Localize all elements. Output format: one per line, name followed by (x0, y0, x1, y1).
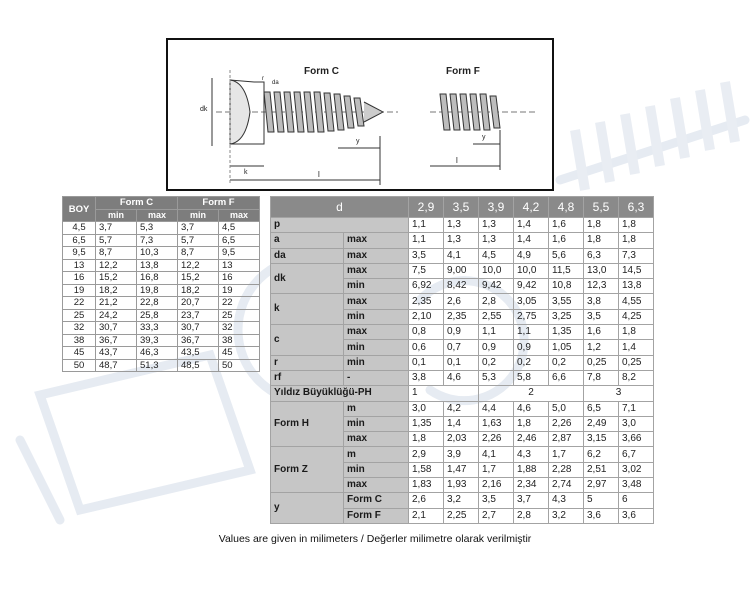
dim-dk: dk (200, 106, 208, 113)
screw-drawing (166, 38, 554, 191)
dimension-table (270, 196, 654, 524)
form-f-min-cell: 20,7 (178, 297, 219, 310)
row-sub-label: max (344, 325, 409, 340)
row-sub-label: min (344, 462, 409, 477)
form-c-label: Form C (304, 66, 339, 77)
row-sub-label: min (344, 309, 409, 324)
row-sub-label: min (344, 340, 409, 355)
value-cell: 7,8 (584, 370, 619, 385)
form-f-min-cell: 23,7 (178, 309, 219, 322)
value-cell: 0,9 (479, 340, 514, 355)
form-f-min-cell: 48,5 (178, 359, 219, 372)
value-cell: 3,8 (409, 370, 444, 385)
row-sub-label: Form F (344, 508, 409, 523)
value-cell: 1,35 (549, 325, 584, 340)
form-c-max-cell: 10,3 (137, 247, 178, 260)
row-sub-label: min (344, 355, 409, 370)
value-cell: 3,2 (549, 508, 584, 523)
form-f-max-cell: 19 (219, 284, 260, 297)
value-cell: 2,97 (584, 478, 619, 493)
header-size: 6,3 (619, 197, 654, 218)
value-cell: 2,8 (514, 508, 549, 523)
table-row (271, 370, 654, 385)
value-cell: 1,1 (409, 233, 444, 248)
boy-cell: 16 (63, 272, 96, 285)
row-label-r: r (271, 355, 344, 370)
form-c-min-cell: 18,2 (96, 284, 137, 297)
form-f-min-cell: 3,7 (178, 222, 219, 235)
value-cell: 0,2 (514, 355, 549, 370)
form-f-min-cell: 30,7 (178, 322, 219, 335)
dim-l-form-f: l (456, 156, 458, 165)
row-label-p: p (271, 218, 409, 233)
value-cell: 1,8 (584, 233, 619, 248)
value-cell: 0,2 (479, 355, 514, 370)
value-cell: 2,35 (409, 294, 444, 309)
value-cell: 8,42 (444, 279, 479, 294)
value-cell: 10,0 (514, 263, 549, 278)
dim-y-form-f: y (482, 134, 486, 141)
form-c-max-cell: 25,8 (137, 309, 178, 322)
form-c-max-cell: 33,3 (137, 322, 178, 335)
value-cell: 0,25 (584, 355, 619, 370)
form-c-min-cell: 48,7 (96, 359, 137, 372)
value-cell: 13,0 (584, 263, 619, 278)
header-size: 4,8 (549, 197, 584, 218)
form-f-max-cell: 4,5 (219, 222, 260, 235)
table-row (63, 334, 260, 347)
value-cell: 7,3 (619, 248, 654, 263)
value-cell: 1,4 (619, 340, 654, 355)
value-cell: 1,4 (444, 416, 479, 431)
value-cell: 1,58 (409, 462, 444, 477)
value-cell: 10,8 (549, 279, 584, 294)
screw-diagram (168, 40, 554, 191)
value-cell: 4,3 (549, 493, 584, 508)
form-c-max-cell: 46,3 (137, 347, 178, 360)
value-cell: 2,28 (549, 462, 584, 477)
value-cell: 2,87 (549, 432, 584, 447)
value-cell: 4,5 (479, 248, 514, 263)
value-cell: 4,9 (514, 248, 549, 263)
table-row (63, 347, 260, 360)
value-cell: 4,1 (479, 447, 514, 462)
table-row (63, 359, 260, 372)
row-sub-label: m (344, 401, 409, 416)
form-c-max-cell: 51,3 (137, 359, 178, 372)
value-cell: 2,10 (409, 309, 444, 324)
header-size: 3,5 (444, 197, 479, 218)
value-cell: 0,9 (444, 325, 479, 340)
value-cell: 1,63 (479, 416, 514, 431)
value-cell: 3,02 (619, 462, 654, 477)
row-sub-label: max (344, 233, 409, 248)
dimension-table-body (271, 218, 654, 524)
value-cell: 3,55 (549, 294, 584, 309)
value-cell: 4,1 (444, 248, 479, 263)
value-cell: 4,2 (444, 401, 479, 416)
form-c-max-cell: 16,8 (137, 272, 178, 285)
form-f-max-cell: 13 (219, 259, 260, 272)
value-cell: 5 (584, 493, 619, 508)
form-f-max-cell: 25 (219, 309, 260, 322)
value-cell: 1,3 (479, 218, 514, 233)
boy-cell: 50 (63, 359, 96, 372)
form-c-min-cell: 12,2 (96, 259, 137, 272)
value-cell: 3,6 (619, 508, 654, 523)
value-cell: 2,25 (444, 508, 479, 523)
value-cell: 1,1 (409, 218, 444, 233)
form-c-min-cell: 5,7 (96, 234, 137, 247)
form-c-max-cell: 22,8 (137, 297, 178, 310)
value-cell: 6,92 (409, 279, 444, 294)
value-cell: 1,88 (514, 462, 549, 477)
value-cell: 1,8 (619, 218, 654, 233)
table-row (271, 325, 654, 340)
value-cell: 1,3 (479, 233, 514, 248)
row-sub-label: max (344, 432, 409, 447)
form-f-max-cell: 16 (219, 272, 260, 285)
value-cell: 7,5 (409, 263, 444, 278)
row-label-a: a (271, 233, 344, 248)
value-cell: 0,6 (409, 340, 444, 355)
boy-cell: 4,5 (63, 222, 96, 235)
value-cell: 0,7 (444, 340, 479, 355)
value-cell: 1,8 (409, 432, 444, 447)
dim-y: y (356, 138, 360, 145)
row-sub-label: min (344, 416, 409, 431)
value-cell: 4,6 (444, 370, 479, 385)
table-row (271, 447, 654, 462)
value-cell: 0,8 (409, 325, 444, 340)
form-f-label: Form F (446, 66, 480, 77)
value-cell: 1,1 (514, 325, 549, 340)
value-cell: 1,93 (444, 478, 479, 493)
table-row (63, 234, 260, 247)
form-c-min-cell: 21,2 (96, 297, 137, 310)
value-cell: 1,8 (514, 416, 549, 431)
form-c-max-cell: 7,3 (137, 234, 178, 247)
form-c-min-cell: 8,7 (96, 247, 137, 260)
value-cell: 9,00 (444, 263, 479, 278)
value-cell: 3,15 (584, 432, 619, 447)
header-size: 2,9 (409, 197, 444, 218)
table-row (271, 493, 654, 508)
table-row (271, 248, 654, 263)
value-cell: 1,6 (549, 218, 584, 233)
form-f-min-cell: 8,7 (178, 247, 219, 260)
ph-group-1: 1 (409, 386, 479, 401)
value-cell: 2,8 (479, 294, 514, 309)
value-cell: 5,3 (479, 370, 514, 385)
boy-cell: 38 (63, 334, 96, 347)
header-boy: BOY (63, 197, 96, 222)
value-cell: 3,05 (514, 294, 549, 309)
value-cell: 2,6 (444, 294, 479, 309)
form-c-max-cell: 39,3 (137, 334, 178, 347)
form-c-min-cell: 24,2 (96, 309, 137, 322)
ph-group-3: 3 (584, 386, 654, 401)
value-cell: 0,2 (549, 355, 584, 370)
value-cell: 2,03 (444, 432, 479, 447)
table-row (63, 297, 260, 310)
form-c-max-cell: 13,8 (137, 259, 178, 272)
value-cell: 3,5 (584, 309, 619, 324)
table-row (63, 222, 260, 235)
boy-cell: 25 (63, 309, 96, 322)
value-cell: 2,7 (479, 508, 514, 523)
value-cell: 1,2 (584, 340, 619, 355)
form-f-min-cell: 43,5 (178, 347, 219, 360)
form-f-min-cell: 15,2 (178, 272, 219, 285)
row-label-c: c (271, 325, 344, 356)
dim-da: da (272, 80, 279, 86)
row-sub-label: m (344, 447, 409, 462)
value-cell: 0,9 (514, 340, 549, 355)
table-row (63, 247, 260, 260)
row-label-da: da (271, 248, 344, 263)
value-cell: 0,1 (409, 355, 444, 370)
value-cell: 5,0 (549, 401, 584, 416)
units-caption: Values are given in milimeters / Değerler milimetre olarak verilmiştir (218, 533, 532, 545)
value-cell: 3,66 (619, 432, 654, 447)
value-cell: 1,7 (549, 447, 584, 462)
value-cell: 1,4 (514, 218, 549, 233)
value-cell: 6 (619, 493, 654, 508)
value-cell: 4,3 (514, 447, 549, 462)
value-cell: 2,16 (479, 478, 514, 493)
boy-cell: 19 (63, 284, 96, 297)
header-form-c: Form C (96, 197, 178, 210)
value-cell: 1,05 (549, 340, 584, 355)
row-label-form-z: Form Z (271, 447, 344, 493)
table-row (63, 284, 260, 297)
value-cell: 1,4 (514, 233, 549, 248)
header-max: max (137, 209, 178, 222)
value-cell: 2,46 (514, 432, 549, 447)
table-row (271, 218, 654, 233)
row-sub-label: Form C (344, 493, 409, 508)
value-cell: 1,47 (444, 462, 479, 477)
value-cell: 3,8 (584, 294, 619, 309)
value-cell: 2,49 (584, 416, 619, 431)
header-form-f: Form F (178, 197, 260, 210)
value-cell: 2,9 (409, 447, 444, 462)
header-min: min (96, 209, 137, 222)
row-label-dk: dk (271, 263, 344, 294)
form-f-max-cell: 38 (219, 334, 260, 347)
value-cell: 6,6 (549, 370, 584, 385)
value-cell: 3,5 (409, 248, 444, 263)
row-sub-label: max (344, 294, 409, 309)
dim-l: l (318, 170, 320, 179)
value-cell: 4,4 (479, 401, 514, 416)
value-cell: 6,2 (584, 447, 619, 462)
row-label-rf: rf (271, 370, 344, 385)
header-size: 3,9 (479, 197, 514, 218)
value-cell: 3,5 (479, 493, 514, 508)
form-f-min-cell: 18,2 (178, 284, 219, 297)
row-label-ph: Yıldız Büyüklüğü-PH (271, 386, 409, 401)
dim-k: k (244, 169, 248, 176)
value-cell: 3,7 (514, 493, 549, 508)
value-cell: 1,83 (409, 478, 444, 493)
boy-cell: 13 (63, 259, 96, 272)
value-cell: 3,48 (619, 478, 654, 493)
value-cell: 3,9 (444, 447, 479, 462)
table-row (271, 386, 654, 401)
boy-cell: 9,5 (63, 247, 96, 260)
header-d: d (271, 197, 409, 218)
value-cell: 1,7 (479, 462, 514, 477)
form-c-min-cell: 30,7 (96, 322, 137, 335)
header-size: 5,5 (584, 197, 619, 218)
form-c-min-cell: 15,2 (96, 272, 137, 285)
table-row (271, 263, 654, 278)
row-label-form-h: Form H (271, 401, 344, 447)
length-table (62, 196, 260, 372)
form-f-max-cell: 32 (219, 322, 260, 335)
value-cell: 1,1 (479, 325, 514, 340)
header-min: min (178, 209, 219, 222)
value-cell: 10,0 (479, 263, 514, 278)
value-cell: 5,6 (549, 248, 584, 263)
value-cell: 3,2 (444, 493, 479, 508)
form-f-max-cell: 6,5 (219, 234, 260, 247)
row-sub-label: max (344, 248, 409, 263)
value-cell: 11,5 (549, 263, 584, 278)
value-cell: 2,51 (584, 462, 619, 477)
boy-cell: 6,5 (63, 234, 96, 247)
value-cell: 1,6 (584, 325, 619, 340)
form-f-max-cell: 50 (219, 359, 260, 372)
ph-group-2: 2 (479, 386, 584, 401)
value-cell: 3,6 (584, 508, 619, 523)
value-cell: 1,6 (549, 233, 584, 248)
boy-cell: 22 (63, 297, 96, 310)
table-row (63, 272, 260, 285)
header-max: max (219, 209, 260, 222)
value-cell: 2,1 (409, 508, 444, 523)
value-cell: 2,35 (444, 309, 479, 324)
value-cell: 2,74 (549, 478, 584, 493)
value-cell: 1,3 (444, 233, 479, 248)
value-cell: 6,3 (584, 248, 619, 263)
table-row (63, 309, 260, 322)
value-cell: 1,8 (584, 218, 619, 233)
value-cell: 4,25 (619, 309, 654, 324)
form-c-min-cell: 3,7 (96, 222, 137, 235)
value-cell: 9,42 (479, 279, 514, 294)
boy-cell: 32 (63, 322, 96, 335)
value-cell: 4,6 (514, 401, 549, 416)
value-cell: 2,75 (514, 309, 549, 324)
value-cell: 1,35 (409, 416, 444, 431)
value-cell: 2,34 (514, 478, 549, 493)
form-f-max-cell: 9,5 (219, 247, 260, 260)
value-cell: 1,3 (444, 218, 479, 233)
table-row (63, 322, 260, 335)
form-c-max-cell: 19,8 (137, 284, 178, 297)
form-f-max-cell: 22 (219, 297, 260, 310)
dim-r: r (262, 76, 264, 82)
value-cell: 2,55 (479, 309, 514, 324)
value-cell: 1,8 (619, 233, 654, 248)
value-cell: 6,5 (584, 401, 619, 416)
form-f-min-cell: 12,2 (178, 259, 219, 272)
length-table-body (63, 222, 260, 372)
form-c-max-cell: 5,3 (137, 222, 178, 235)
value-cell: 9,42 (514, 279, 549, 294)
table-row (271, 401, 654, 416)
row-sub-label: max (344, 478, 409, 493)
row-sub-label: - (344, 370, 409, 385)
table-row (271, 294, 654, 309)
row-label-k: k (271, 294, 344, 325)
form-f-max-cell: 45 (219, 347, 260, 360)
value-cell: 13,8 (619, 279, 654, 294)
value-cell: 6,7 (619, 447, 654, 462)
form-c-min-cell: 36,7 (96, 334, 137, 347)
value-cell: 1,8 (619, 325, 654, 340)
row-sub-label: min (344, 279, 409, 294)
value-cell: 2,26 (479, 432, 514, 447)
row-sub-label: max (344, 263, 409, 278)
value-cell: 2,26 (549, 416, 584, 431)
table-row (271, 233, 654, 248)
table-row (63, 259, 260, 272)
boy-cell: 45 (63, 347, 96, 360)
form-c-min-cell: 43,7 (96, 347, 137, 360)
form-f-min-cell: 5,7 (178, 234, 219, 247)
value-cell: 14,5 (619, 263, 654, 278)
value-cell: 0,1 (444, 355, 479, 370)
value-cell: 3,0 (619, 416, 654, 431)
row-label-y: y (271, 493, 344, 524)
form-f-min-cell: 36,7 (178, 334, 219, 347)
value-cell: 3,0 (409, 401, 444, 416)
value-cell: 8,2 (619, 370, 654, 385)
value-cell: 0,25 (619, 355, 654, 370)
value-cell: 4,55 (619, 294, 654, 309)
value-cell: 12,3 (584, 279, 619, 294)
value-cell: 2,6 (409, 493, 444, 508)
value-cell: 3,25 (549, 309, 584, 324)
header-size: 4,2 (514, 197, 549, 218)
table-row (271, 355, 654, 370)
value-cell: 5,8 (514, 370, 549, 385)
value-cell: 7,1 (619, 401, 654, 416)
